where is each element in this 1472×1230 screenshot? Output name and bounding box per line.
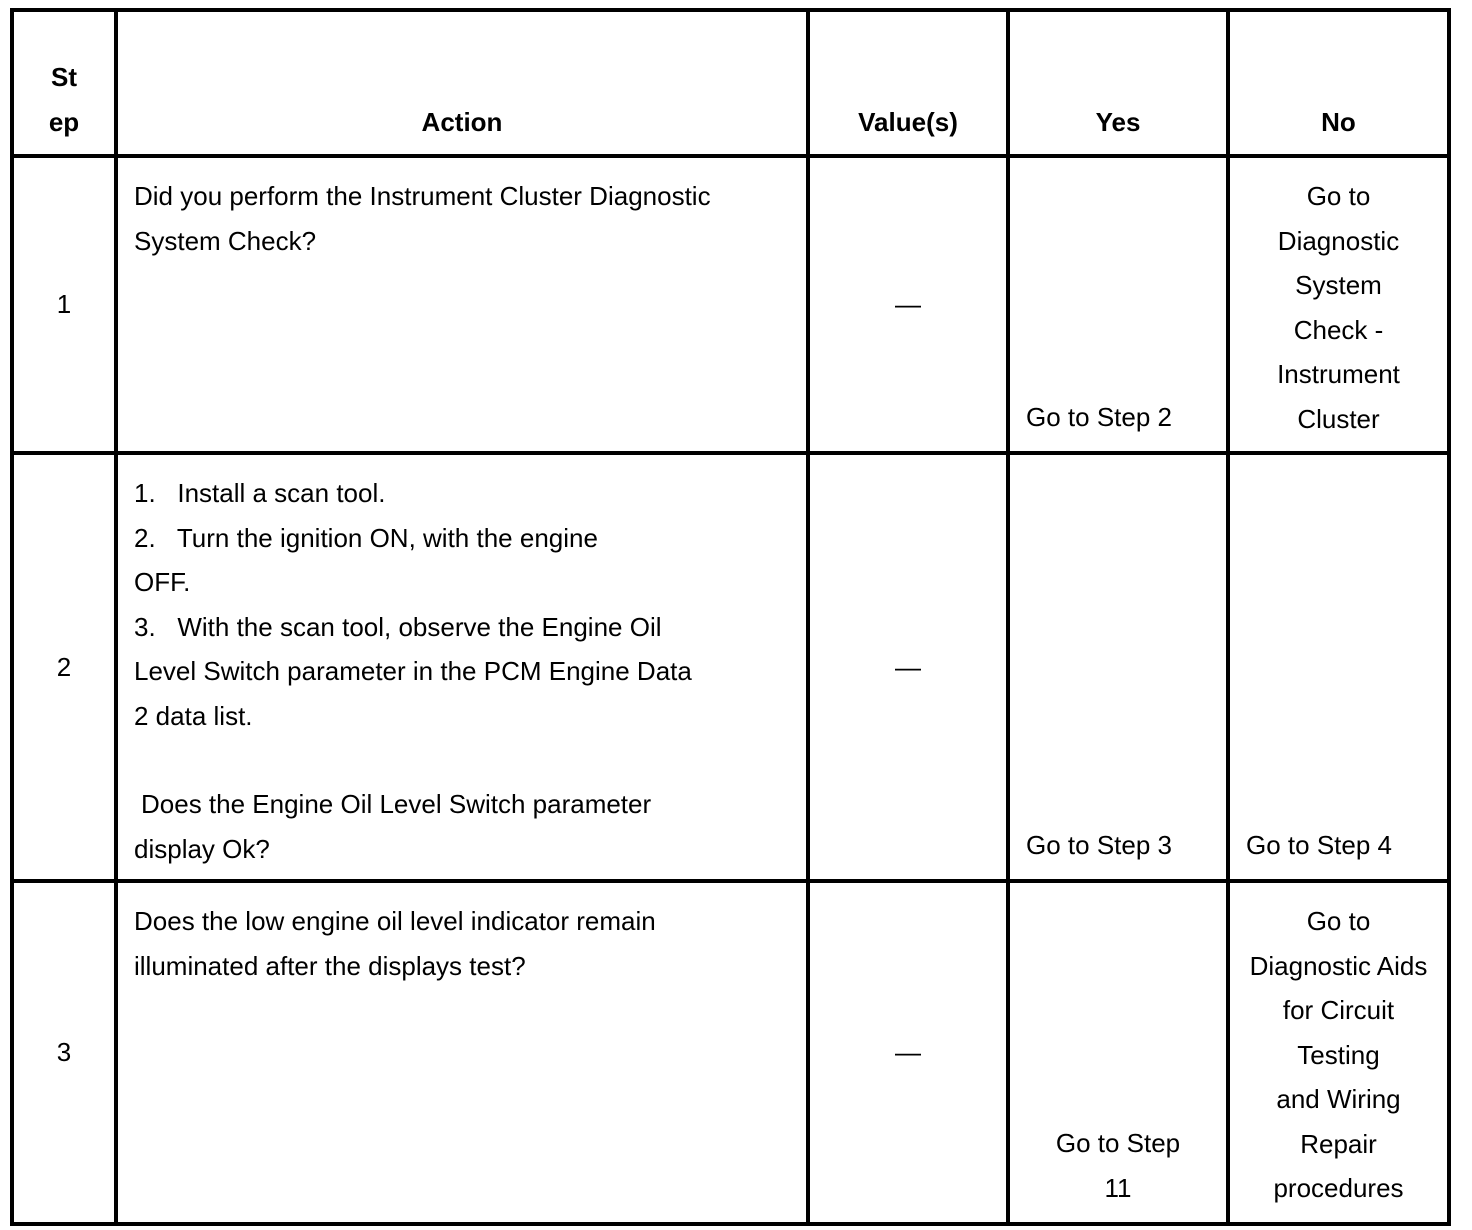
no-cell: [1228, 453, 1449, 881]
diagnostic-table: [10, 8, 1451, 1226]
yes-link[interactable]: Go to Step 11: [1055, 1128, 1181, 1203]
header-step: St ep: [12, 10, 116, 156]
header-yes: Yes: [1008, 10, 1228, 156]
yes-cell: [1008, 156, 1228, 453]
yes-link[interactable]: Go to Step 2: [1026, 401, 1172, 432]
table-row: [12, 881, 1449, 1224]
header-no: No: [1228, 10, 1449, 156]
table-row: [12, 156, 1449, 453]
yes-link[interactable]: Go to Step 3: [1026, 829, 1172, 860]
action-cell: 1. Install a scan tool. 2. Turn the ignition ON, with the engine OFF. 3. With the scan tool, observe the Engine Oil Level Switch parameter in the PCM Engine Data 2 data list. Does the Engine Oil Level Switch parameter display Ok?: [116, 453, 808, 881]
value-cell: —: [808, 453, 1008, 881]
value-cell: —: [808, 881, 1008, 1224]
header-row: [12, 10, 1449, 156]
header-action: Action: [116, 10, 808, 156]
action-cell: Did you perform the Instrument Cluster Diagnostic System Check?: [116, 156, 808, 453]
no-link[interactable]: Go to Step 4: [1246, 829, 1392, 860]
step-number: 2: [12, 453, 116, 881]
step-number: 3: [12, 881, 116, 1224]
yes-cell: [1008, 453, 1228, 881]
no-cell[interactable]: Go to Diagnostic Aids for Circuit Testing and Wiring Repair procedures: [1228, 881, 1449, 1224]
step-number: 1: [12, 156, 116, 453]
no-cell[interactable]: Go to Diagnostic System Check - Instrument Cluster: [1228, 156, 1449, 453]
yes-cell: [1008, 881, 1228, 1224]
table-row: [12, 453, 1449, 881]
action-cell: Does the low engine oil level indicator remain illuminated after the displays test?: [116, 881, 808, 1224]
value-cell: —: [808, 156, 1008, 453]
header-values: Value(s): [808, 10, 1008, 156]
